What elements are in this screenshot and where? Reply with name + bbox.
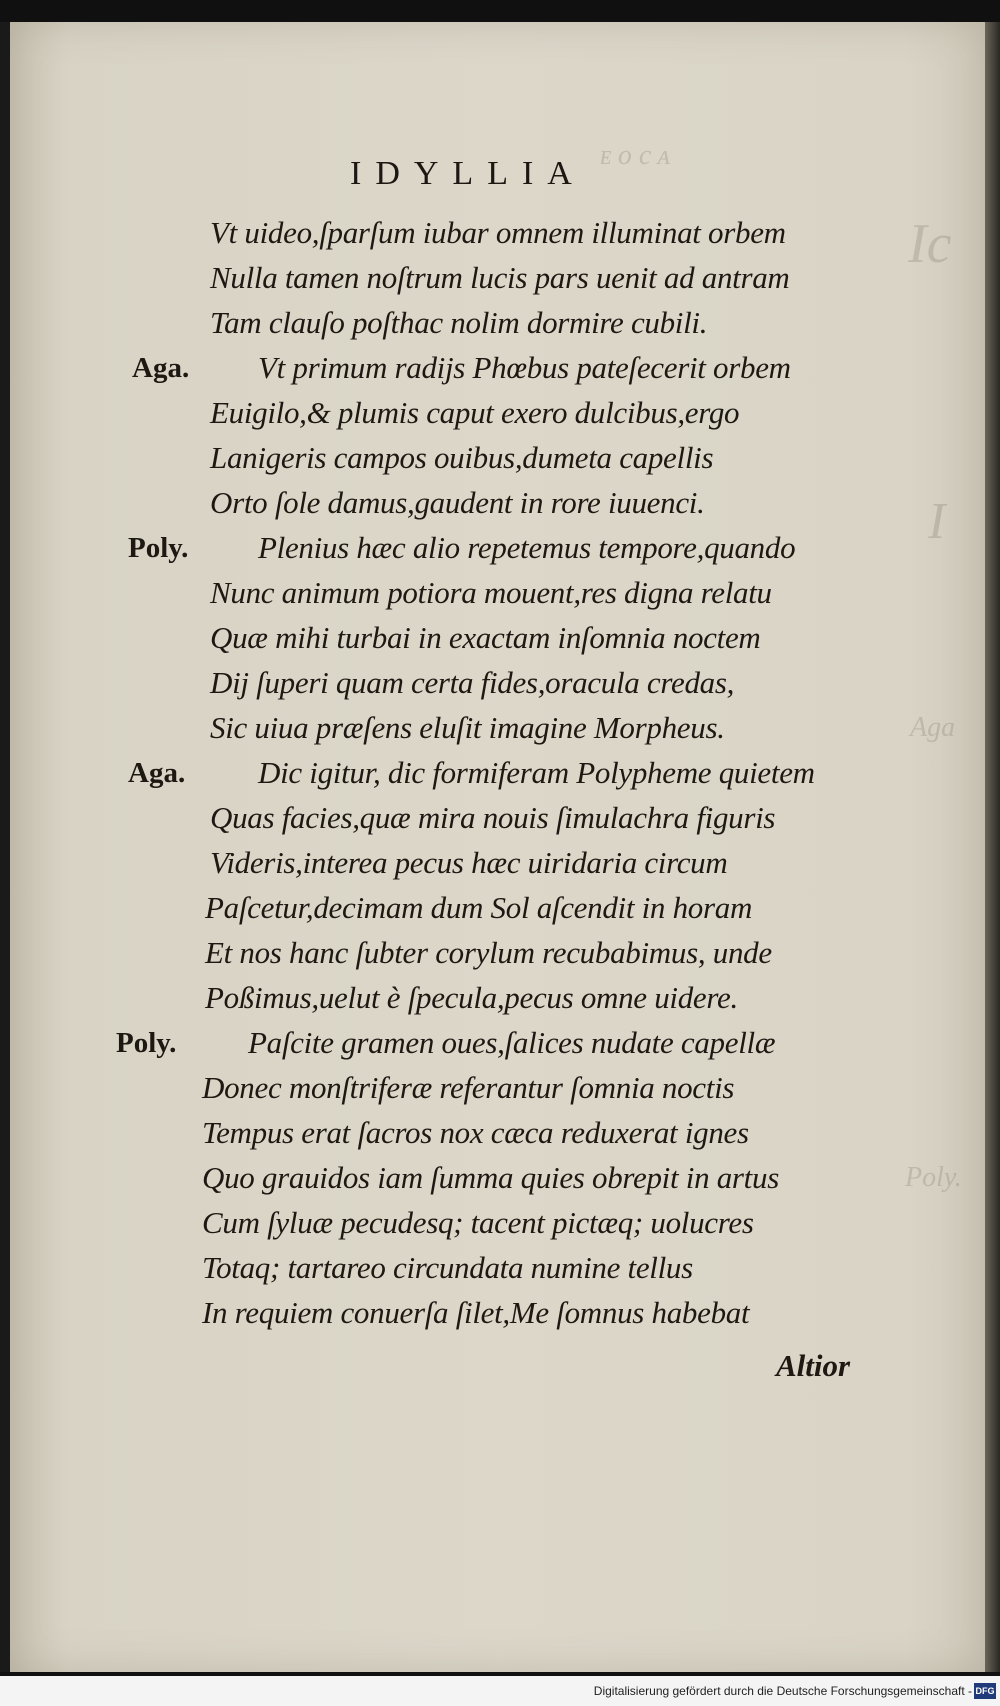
running-header: IDYLLIA [350, 155, 586, 192]
verse-line: Nulla tamen noſtrum lucis pars uenit ad antram [210, 260, 790, 295]
verse-line: Et nos hanc ſubter corylum recubabimus, unde [205, 935, 772, 970]
verse-line: Donec monſtriferæ referantur ſomnia noctis [202, 1070, 735, 1105]
verse-line: Paſcetur,decimam dum Sol aſcendit in horam [205, 890, 753, 925]
page-edge [985, 22, 1000, 1672]
footer-credit: Digitalisierung gefördert durch die Deutsche Forschungsgemeinschaft - [593, 1684, 972, 1698]
show-through-text: Aga [910, 712, 956, 743]
show-through-text: ᴇ o c ᴀ [600, 140, 670, 171]
verse-line: Poßimus,uelut è ſpecula,pecus omne uidere. [205, 980, 738, 1015]
speaker-label: Aga. [132, 352, 190, 384]
verse-line: Quas facies,quæ mira nouis ſimulachra figuris [210, 800, 776, 835]
verse-line: Plenius hæc alio repetemus tempore,quando [258, 530, 796, 565]
verse-line: Nunc animum potiora mouent,res digna relatu [210, 575, 772, 610]
verse-line: Totaq; tartareo circundata numine tellus [202, 1250, 693, 1285]
verse-line: Vt primum radijs Phœbus pateſecerit orbem [258, 350, 791, 385]
verse-line: Quo grauidos iam ſumma quies obrepit in artus [202, 1160, 779, 1195]
verse-line: Vt uideo,ſparſum iubar omnem illuminat orbem [210, 215, 786, 250]
verse-line: Dij ſuperi quam certa fides,oracula credas, [210, 665, 735, 700]
verse-line: Sic uiua præſens eluſit imagine Morpheus. [210, 710, 725, 745]
verse-line: Cum ſyluæ pecudesq; tacent pictæq; uolucres [202, 1205, 754, 1240]
verse-line: Videris,interea pecus hæc uiridaria circum [210, 845, 728, 880]
verse-line: In requiem conuerſa ſilet,Me ſomnus habebat [202, 1295, 750, 1330]
verse-line: Quæ mihi turbai in exactam inſomnia noctem [210, 620, 761, 655]
show-through-text: Poly. [905, 1162, 962, 1193]
top-scan-border [0, 0, 1000, 22]
verse-line: Euigilo,& plumis caput exero dulcibus,ergo [210, 395, 740, 430]
verse-line: Orto ſole damus,gaudent in rore iuuenci. [210, 485, 705, 520]
speaker-label: Aga. [128, 757, 186, 789]
show-through-text: Ic [908, 213, 952, 275]
show-through-text: I [928, 493, 946, 550]
footer-bar [0, 1672, 1000, 1706]
verse-line: Lanigeris campos ouibus,dumeta capellis [210, 440, 714, 475]
speaker-label: Poly. [116, 1027, 177, 1059]
dfg-logo-icon: DFG [974, 1683, 996, 1699]
speaker-label: Poly. [128, 532, 189, 564]
verse-line: Tam clauſo poſthac nolim dormire cubili. [210, 305, 708, 340]
catchword: Altior [776, 1348, 851, 1383]
verse-line: Tempus erat ſacros nox cæca reduxerat ignes [202, 1115, 749, 1150]
verse-line: Paſcite gramen oues,ſalices nudate capellæ [248, 1025, 776, 1060]
verse-line: Dic igitur, dic formiferam Polypheme quietem [258, 755, 815, 790]
